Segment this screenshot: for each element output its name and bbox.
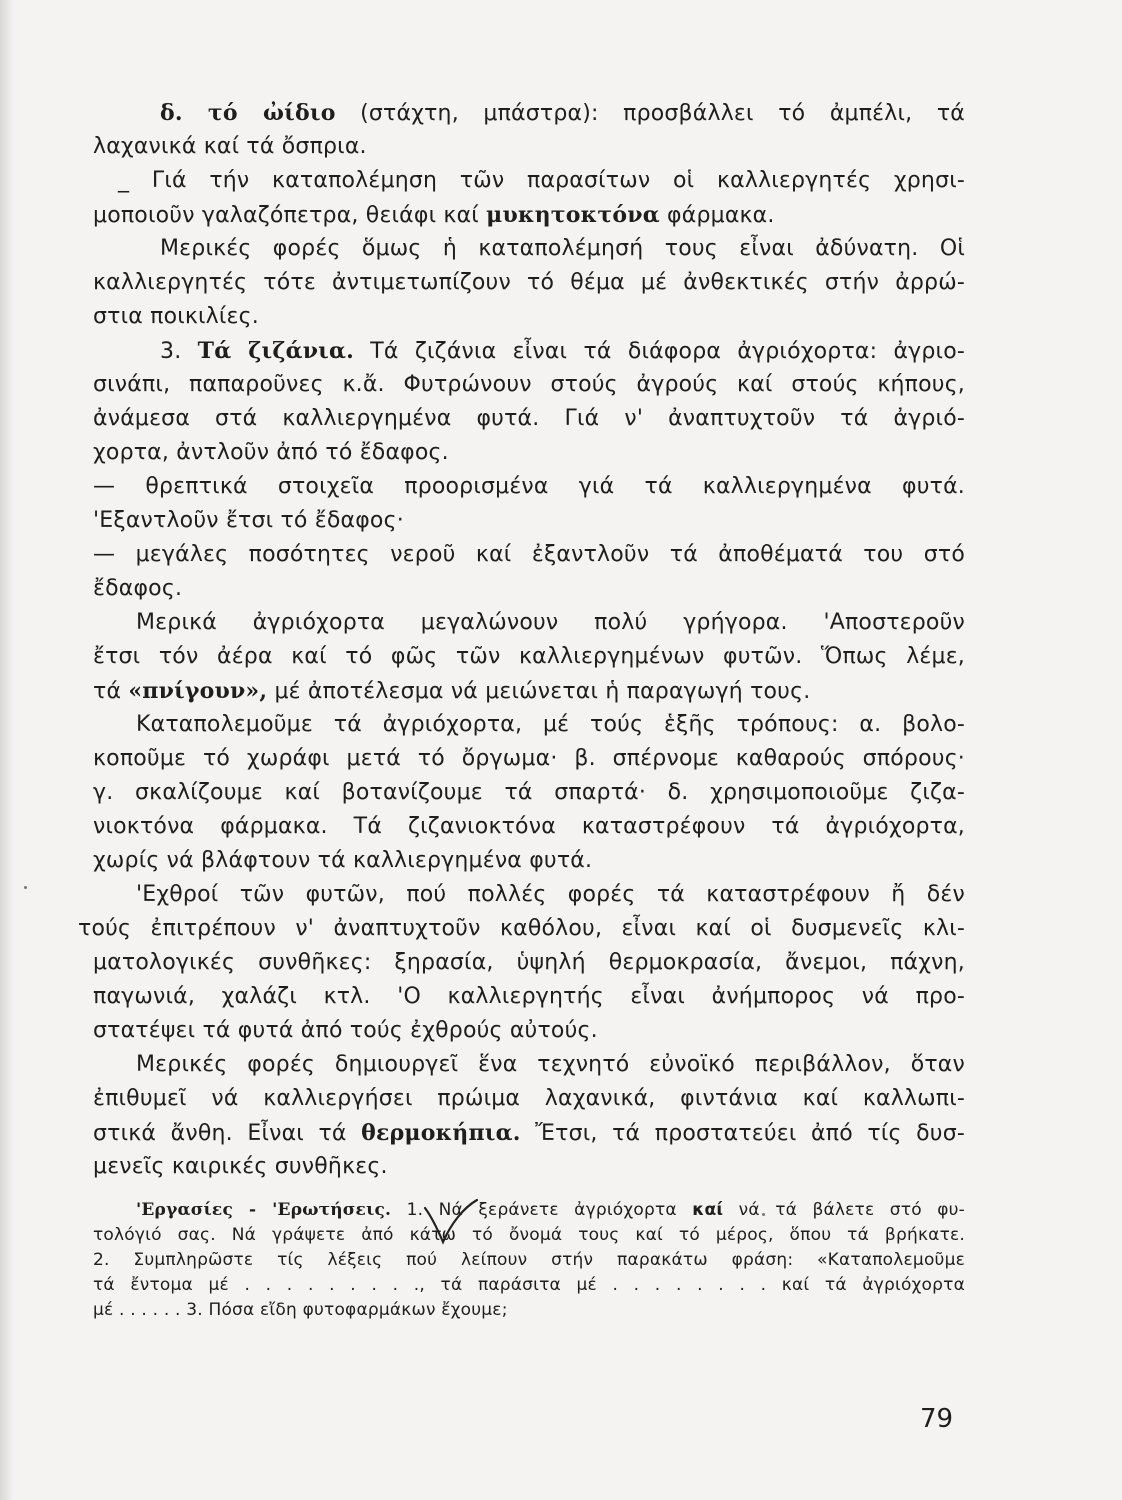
text-span: νά τά βάλετε στό φυ- xyxy=(723,1200,966,1220)
text-line: 2. Συμπληρῶστε τίς λέξεις πού λείπουν στήν παρακάτω φράση: «Καταπολεμοῦμε xyxy=(93,1250,965,1270)
page-gutter-shadow xyxy=(0,0,14,1500)
text-line: τούς ἐπιτρέπουν ν' ἀναπτυχτοῦν καθόλου, εἶναι καί οἱ δυσμενεῖς κλι- xyxy=(78,916,965,941)
term-bold: «πνίγουν», xyxy=(128,678,268,704)
text-span: Ἔτσι, τά προστατεύει ἀπό τίς δυσ- xyxy=(520,1121,965,1146)
text-line xyxy=(93,1198,965,1223)
text-line: ἔτσι τόν ἀέρα καί τό φῶς τῶν καλλιεργημένων φυτῶν. Ὅπως λέμε, xyxy=(93,644,965,669)
text-line xyxy=(93,198,965,232)
text-line: Μερικά ἀγριόχορτα μεγαλώνουν πολύ γρήγορα. 'Αποστεροῦν xyxy=(136,610,965,635)
term-bold: θερμοκήπια. xyxy=(361,1120,521,1146)
text-line: στατέψει τά φυτά ἀπό τούς ἐχθρούς αὐτούς. xyxy=(93,1018,598,1043)
text-line: στια ποικιλίες. xyxy=(93,304,259,329)
page-number: 79 xyxy=(920,1404,954,1434)
text-line: 'Εχθροί τῶν φυτῶν, πού πολλές φορές τά καταστρέφουν ἤ δέν xyxy=(136,882,965,907)
text-line: μέ . . . . . . 3. Πόσα εἴδη φυτοφαρμάκων ἔχουμε; xyxy=(93,1300,508,1320)
text-line: _ Γιά τήν καταπολέμηση τῶν παρασίτων οἱ καλλιεργητές χρησι- xyxy=(118,168,965,193)
text-line: ματολογικές συνθῆκες: ξηρασία, ὑψηλή θερμοκρασία, ἄνεμοι, πάχνη, xyxy=(93,950,965,975)
text-line: χορτα, ἀντλοῦν ἀπό τό ἔδαφος. xyxy=(93,440,449,465)
text-line xyxy=(93,96,965,130)
text-line: Καταπολεμοῦμε τά ἀγριόχορτα, μέ τούς ἑξῆς τρόπους: α. βολο- xyxy=(136,712,965,737)
text-line: Μερικές φορές δημιουργεῖ ἕνα τεχνητό εὐνοϊκό περιβάλλον, ὅταν xyxy=(136,1052,965,1077)
text-span: φάρμακα. xyxy=(659,203,775,228)
text-line: τολόγιό σας. Νά γράψετε ἀπό κάτω τό ὄνομά τους καί τό μέρος, ὅπου τά βρήκατε. xyxy=(93,1225,965,1245)
text-line: ἐπιθυμεῖ νά καλλιεργήσει πρώιμα λαχανικά, φιντάνια καί καλλωπι- xyxy=(93,1086,965,1111)
text-line: λαχανικά καί τά ὄσπρια. xyxy=(93,134,367,159)
text-line: καλλιεργητές τότε ἀντιμετωπίζουν τό θέμα μέ ἀνθεκτικές στήν ἀρρώ- xyxy=(93,270,965,295)
text-line: γ. σκαλίζουμε καί βοτανίζουμε τά σπαρτά· δ. χρησιμοποιοῦμε ζιζα- xyxy=(93,780,965,805)
exercises-block xyxy=(93,1198,965,1323)
text-line: 'Εξαντλοῦν ἔτσι τό ἔδαφος· xyxy=(93,508,404,533)
handwritten-check-icon xyxy=(423,1198,479,1246)
text-line xyxy=(93,1116,965,1150)
text-span: μέ ἀποτέλεσμα νά μειώνεται ἡ παραγωγή τους. xyxy=(267,679,811,704)
main-text xyxy=(78,96,966,1323)
text-line: χωρίς νά βλάφτουν τά καλλιεργημένα φυτά. xyxy=(93,848,593,873)
text-line: μενεῖς καιρικές συνθῆκες. xyxy=(93,1154,388,1179)
scan-speck xyxy=(24,886,27,889)
text-line: Μερικές φορές ὅμως ἡ καταπολέμησή τους εἶναι ἀδύνατη. Οἱ xyxy=(160,236,965,261)
text-line: — μεγάλες ποσότητες νεροῦ καί ἐξαντλοῦν τά ἀποθέματά του στό xyxy=(93,542,965,567)
text-line: νιοκτόνα φάρμακα. Τά ζιζανιοκτόνα καταστρέφουν τά ἀγριόχορτα, xyxy=(93,814,965,839)
term-bold: καί xyxy=(692,1200,724,1220)
text-line: τά ἔντομα μέ . . . . . . . . ., τά παράσιτα μέ . . . . . . . . καί τά ἀγριόχορτα xyxy=(93,1275,965,1295)
text-span: Τά ζιζάνια εἶναι τά διάφορα ἀγριόχορτα: ἀγριο- xyxy=(354,339,966,364)
text-span: 1. Νά ξεράνετε ἀγριόχορτα xyxy=(391,1200,693,1220)
exercises-heading: 'Εργασίες - 'Ερωτήσεις. xyxy=(136,1200,392,1220)
text-line: παγωνιά, χαλάζι κτλ. 'Ο καλλιεργητής εἶναι ἀνήμπορος νά προ- xyxy=(93,984,965,1009)
text-line: — θρεπτικά στοιχεῖα προορισμένα γιά τά καλλιεργημένα φυτά. xyxy=(93,474,965,499)
text-line xyxy=(93,674,965,708)
text-line: σινάπι, παπαροῦνες κ.ἄ. Φυτρώνουν στούς ἀγρούς καί στούς κήπους, xyxy=(93,372,965,397)
text-line: ἔδαφος. xyxy=(93,576,183,601)
text-line: κοποῦμε τό χωράφι μετά τό ὄργωμα· β. σπέρνομε καθαρούς σπόρους· xyxy=(93,746,965,771)
term-bold: δ. τό ὠίδιο xyxy=(160,100,336,126)
text-span: (στάχτη, μπάστρα): προσβάλλει τό ἀμπέλι, τά xyxy=(335,101,965,126)
text-span: στικά ἄνθη. Εἶναι τά xyxy=(93,1121,362,1146)
term-bold: μυκητοκτόνα xyxy=(486,202,660,228)
text-span: μοποιοῦν γαλαζόπετρα, θειάφι καί xyxy=(93,203,487,228)
section-number: 3. xyxy=(160,339,198,364)
text-span: τά xyxy=(93,679,129,704)
text-line: ἀνάμεσα στά καλλιεργημένα φυτά. Γιά ν' ἀναπτυχτοῦν τά ἀγριό- xyxy=(93,406,965,431)
text-line xyxy=(93,334,965,368)
section-heading: Τά ζιζάνια. xyxy=(197,338,355,364)
